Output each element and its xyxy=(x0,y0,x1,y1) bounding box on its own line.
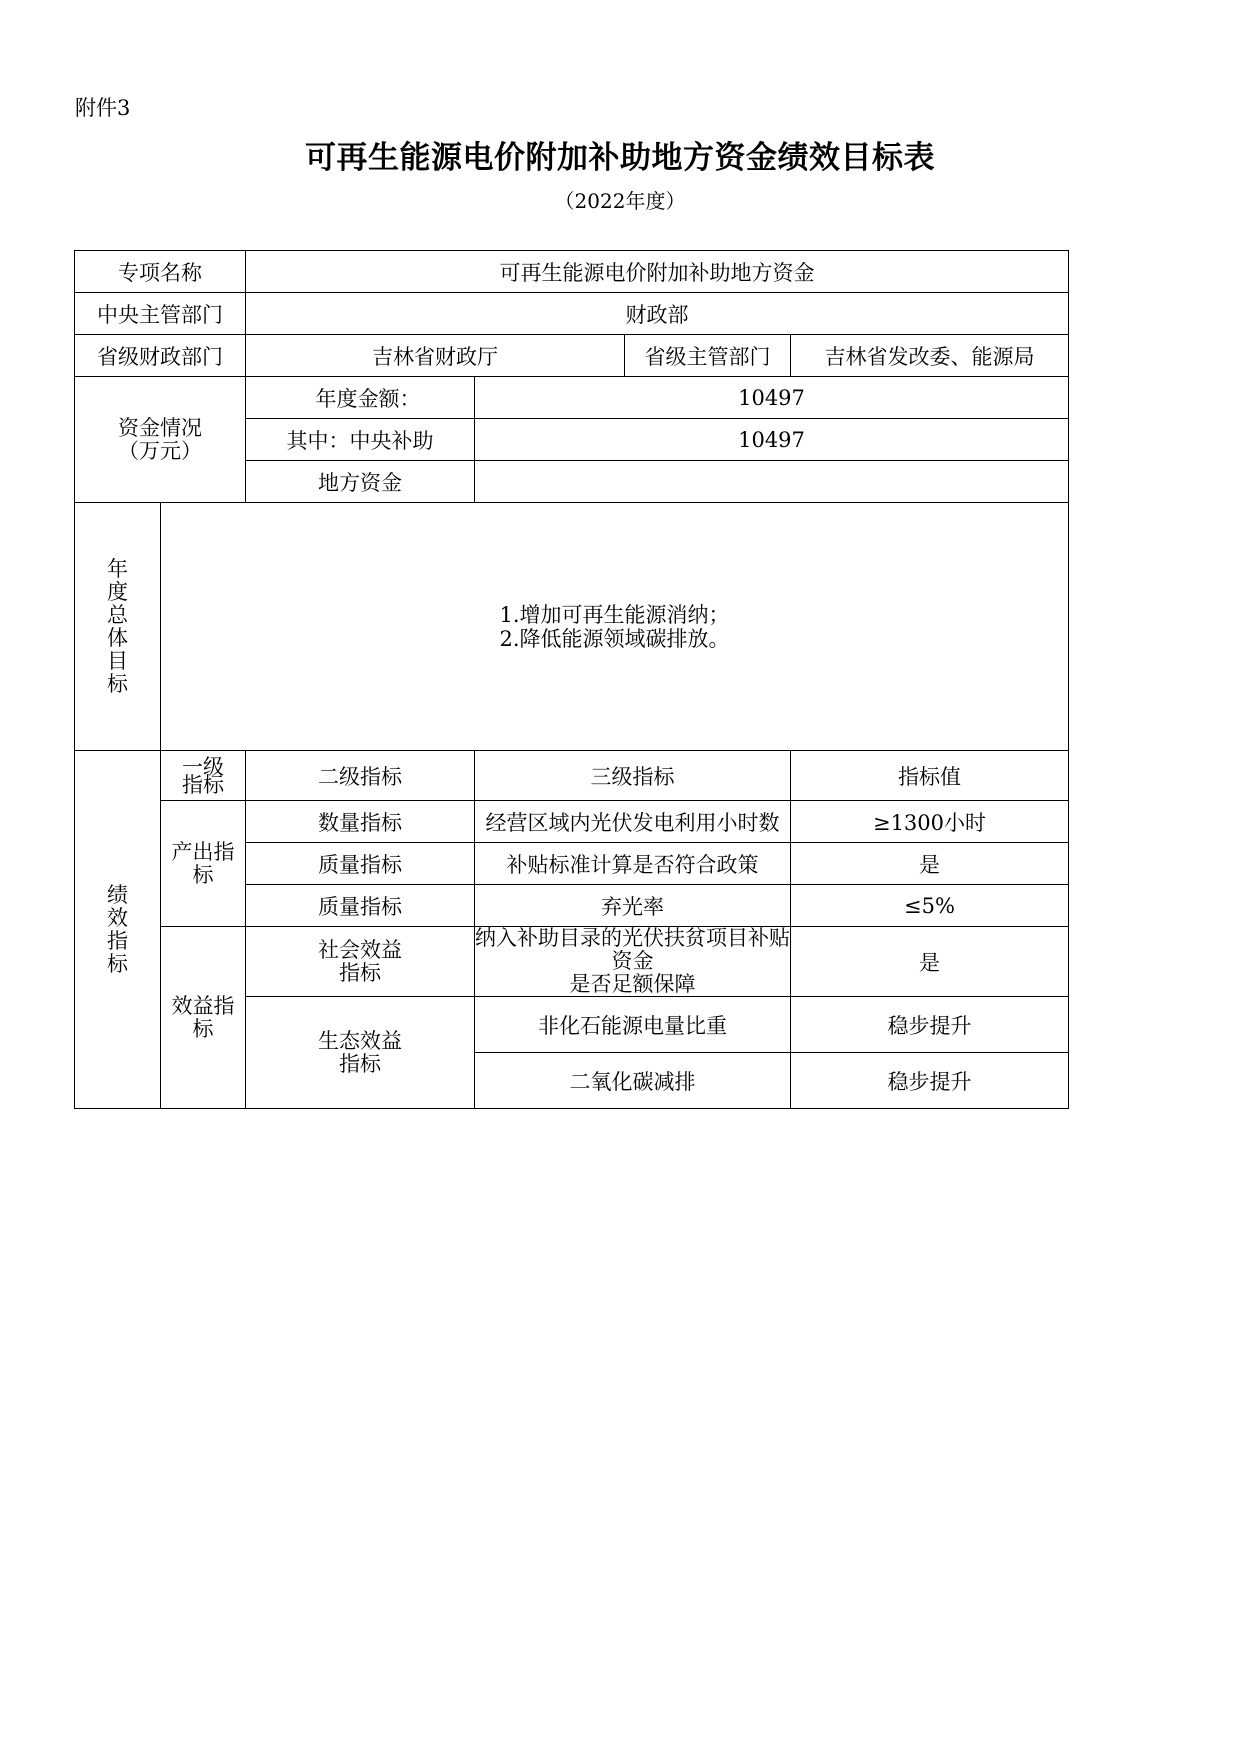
indicators-label xyxy=(75,751,161,1109)
level2-line2: 指标 xyxy=(339,960,381,985)
project-name-value: 可再生能源电价附加补助地方资金 xyxy=(246,251,1069,293)
benefit-group-label xyxy=(161,927,246,1109)
row-project-name xyxy=(75,251,1069,293)
level2-cell xyxy=(246,927,475,997)
output-group-line2: 标 xyxy=(192,862,214,887)
annual-goal-label-char: 年 xyxy=(107,556,128,581)
row-provincial-depts xyxy=(75,335,1069,377)
project-name-label: 专项名称 xyxy=(75,251,246,293)
value-cell: 是 xyxy=(791,843,1069,885)
level2-cell xyxy=(246,997,475,1109)
level2-header: 二级指标 xyxy=(246,751,475,801)
level2-cell: 质量指标 xyxy=(246,885,475,927)
funds-label-line2: （万元） xyxy=(118,438,202,463)
indicators-label-char: 效 xyxy=(107,905,128,930)
central-subsidy-label: 其中：中央补助 xyxy=(246,419,475,461)
value-cell: 是 xyxy=(791,927,1069,997)
level2-cell: 质量指标 xyxy=(246,843,475,885)
value-header: 指标值 xyxy=(791,751,1069,801)
annual-goal-label-char: 目 xyxy=(107,648,128,673)
table-row xyxy=(75,801,1069,843)
level1-header-line1: 一级 xyxy=(182,754,224,779)
level2-line1: 社会效益 xyxy=(318,937,402,962)
level3-cell: 弃光率 xyxy=(475,885,791,927)
central-dept-label: 中央主管部门 xyxy=(75,293,246,335)
annual-amount-label: 年度金额： xyxy=(246,377,475,419)
indicators-label-char: 指 xyxy=(107,928,128,953)
output-group-line1: 产出指 xyxy=(171,839,235,864)
level2-line2: 指标 xyxy=(339,1051,381,1076)
annual-goal-content xyxy=(161,503,1069,751)
prov-dept-value: 吉林省发改委、能源局 xyxy=(791,335,1069,377)
benefit-group-line2: 标 xyxy=(192,1016,214,1041)
value-cell: 稳步提升 xyxy=(791,997,1069,1053)
annual-goal-line: 2.降低能源领域碳排放。 xyxy=(499,626,730,651)
row-central-dept xyxy=(75,293,1069,335)
performance-target-table xyxy=(74,250,1069,1109)
indicators-label-char: 绩 xyxy=(107,882,128,907)
prov-dept-label: 省级主管部门 xyxy=(625,335,791,377)
row-indicator-headers xyxy=(75,751,1069,801)
annual-goal-line: 1.增加可再生能源消纳； xyxy=(499,602,730,627)
level3-cell xyxy=(475,927,791,997)
row-annual-goal xyxy=(75,503,1069,751)
output-group-label xyxy=(161,801,246,927)
page-subtitle: （2022年度） xyxy=(554,189,686,213)
page-title: 可再生能源电价附加补助地方资金绩效目标表 xyxy=(305,140,935,176)
benefit-group-line1: 效益指 xyxy=(171,993,235,1018)
value-cell: ≤5% xyxy=(791,885,1069,927)
table-row xyxy=(75,927,1069,997)
annual-goal-label-char: 总 xyxy=(107,602,128,627)
annual-goal-label-char: 标 xyxy=(107,671,128,696)
value-cell: ≥1300小时 xyxy=(791,801,1069,843)
indicators-label-char: 标 xyxy=(107,951,128,976)
funds-label xyxy=(75,377,246,503)
level3-cell: 经营区域内光伏发电利用小时数 xyxy=(475,801,791,843)
annual-amount-value: 10497 xyxy=(475,377,1069,419)
value-cell: 稳步提升 xyxy=(791,1053,1069,1109)
level3-cell: 非化石能源电量比重 xyxy=(475,997,791,1053)
level3-cell: 二氧化碳减排 xyxy=(475,1053,791,1109)
level3-line1: 纳入补助目录的光伏扶贫项目补贴资金 xyxy=(475,926,790,973)
level2-cell: 数量指标 xyxy=(246,801,475,843)
funds-label-line1: 资金情况 xyxy=(118,415,202,440)
level2-line1: 生态效益 xyxy=(318,1028,402,1053)
level3-cell: 补贴标准计算是否符合政策 xyxy=(475,843,791,885)
row-funds-annual xyxy=(75,377,1069,419)
central-subsidy-value: 10497 xyxy=(475,419,1069,461)
level3-line2: 是否足额保障 xyxy=(569,972,696,996)
annual-goal-label xyxy=(75,503,161,751)
prov-finance-label: 省级财政部门 xyxy=(75,335,246,377)
local-funds-label: 地方资金 xyxy=(246,461,475,503)
level3-header: 三级指标 xyxy=(475,751,791,801)
annual-goal-label-char: 度 xyxy=(107,579,128,604)
level1-header-line2: 指标 xyxy=(182,772,224,797)
local-funds-value xyxy=(475,461,1069,503)
attachment-label: 附件3 xyxy=(75,96,131,120)
central-dept-value: 财政部 xyxy=(246,293,1069,335)
level1-header xyxy=(161,751,246,801)
prov-finance-value: 吉林省财政厅 xyxy=(246,335,625,377)
annual-goal-label-char: 体 xyxy=(107,625,128,650)
